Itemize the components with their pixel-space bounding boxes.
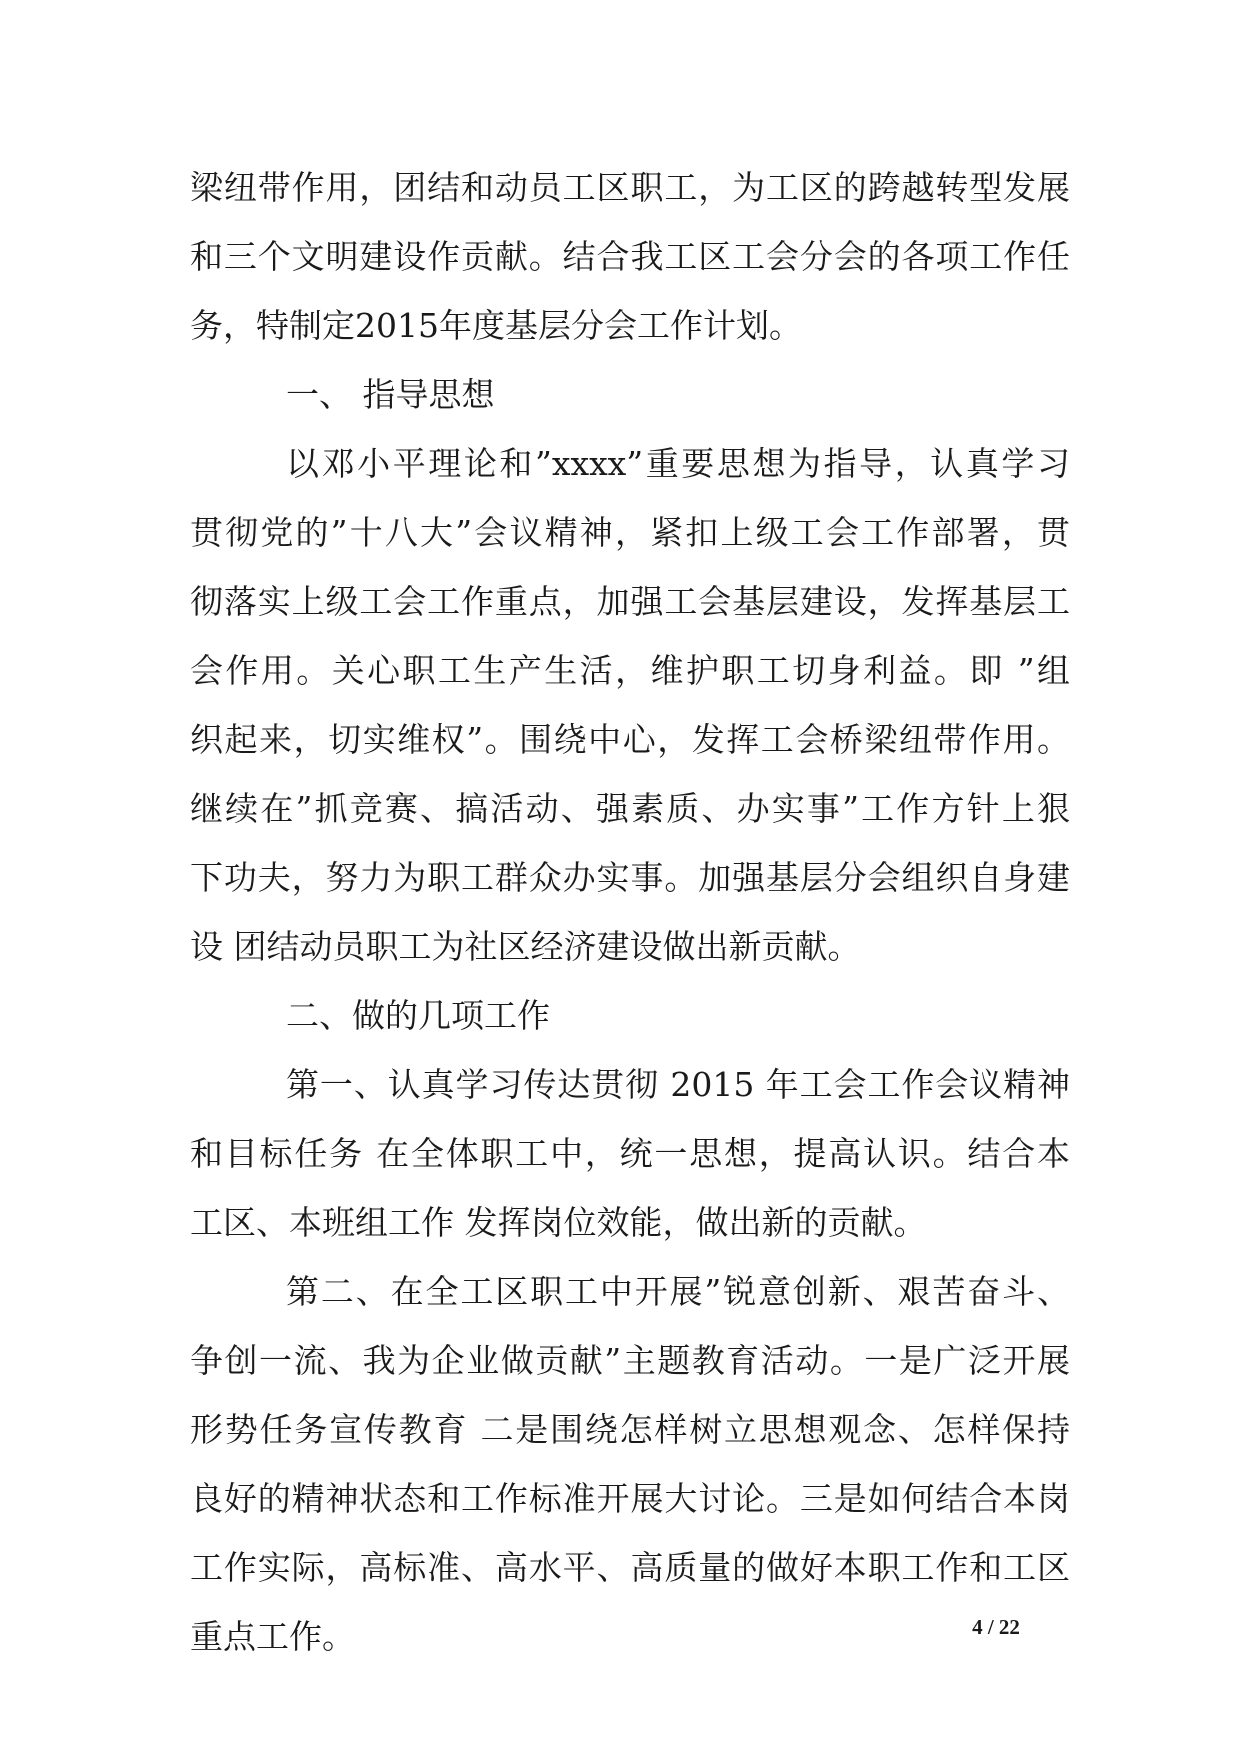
text-line: 贯彻党的”十八大”会议精神，紧扣上级工会工作部署，贯 — [190, 513, 1070, 552]
text-line: 第二、在全工区职工中开展”锐意创新、艰苦奋斗、 — [286, 1272, 1070, 1311]
text-line: 工区、本班组工作 发挥岗位效能，做出新的贡献。 — [190, 1203, 927, 1242]
text-line: 重点工作。 — [190, 1617, 355, 1656]
text-line: 第一、认真学习传达贯彻 2015 年工会工作会议精神 — [286, 1065, 1070, 1104]
text-line: 争创一流、我为企业做贡献”主题教育活动。一是广泛开展 — [190, 1341, 1070, 1380]
text-line: 梁纽带作用，团结和动员工区职工，为工区的跨越转型发展 — [190, 168, 1070, 207]
text-line: 会作用。关心职工生产生活，维护职工切身利益。即 ”组 — [190, 651, 1070, 690]
text-line: 形势任务宣传教育 二是围绕怎样树立思想观念、怎样保持 — [190, 1410, 1070, 1449]
text-line: 下功夫，努力为职工群众办实事。加强基层分会组织自身建 — [190, 858, 1070, 897]
text-line: 务，特制定2015年度基层分会工作计划。 — [190, 306, 802, 345]
section-heading-1: 一、 指导思想 — [286, 375, 495, 414]
page-number: 4 / 22 — [972, 1615, 1020, 1639]
text-line: 织起来，切实维权”。围绕中心，发挥工会桥梁纽带作用。 — [190, 720, 1070, 759]
body-text — [190, 153, 1070, 1671]
text-line: 设 团结动员职工为社区经济建设做出新贡献。 — [190, 927, 861, 966]
text-line: 彻落实上级工会工作重点，加强工会基层建设，发挥基层工 — [190, 582, 1070, 621]
text-line: 良好的精神状态和工作标准开展大讨论。三是如何结合本岗 — [190, 1479, 1070, 1518]
text-line: 和三个文明建设作贡献。结合我工区工会分会的各项工作任 — [190, 237, 1070, 276]
text-line: 和目标任务 在全体职工中，统一思想，提高认识。结合本 — [190, 1134, 1070, 1173]
text-line: 以邓小平理论和”xxxx”重要思想为指导，认真学习 — [286, 444, 1070, 483]
section-heading-2: 二、做的几项工作 — [286, 996, 550, 1035]
text-line: 工作实际，高标准、高水平、高质量的做好本职工作和工区 — [190, 1548, 1070, 1587]
text-line: 继续在”抓竞赛、搞活动、强素质、办实事”工作方针上狠 — [190, 789, 1070, 828]
